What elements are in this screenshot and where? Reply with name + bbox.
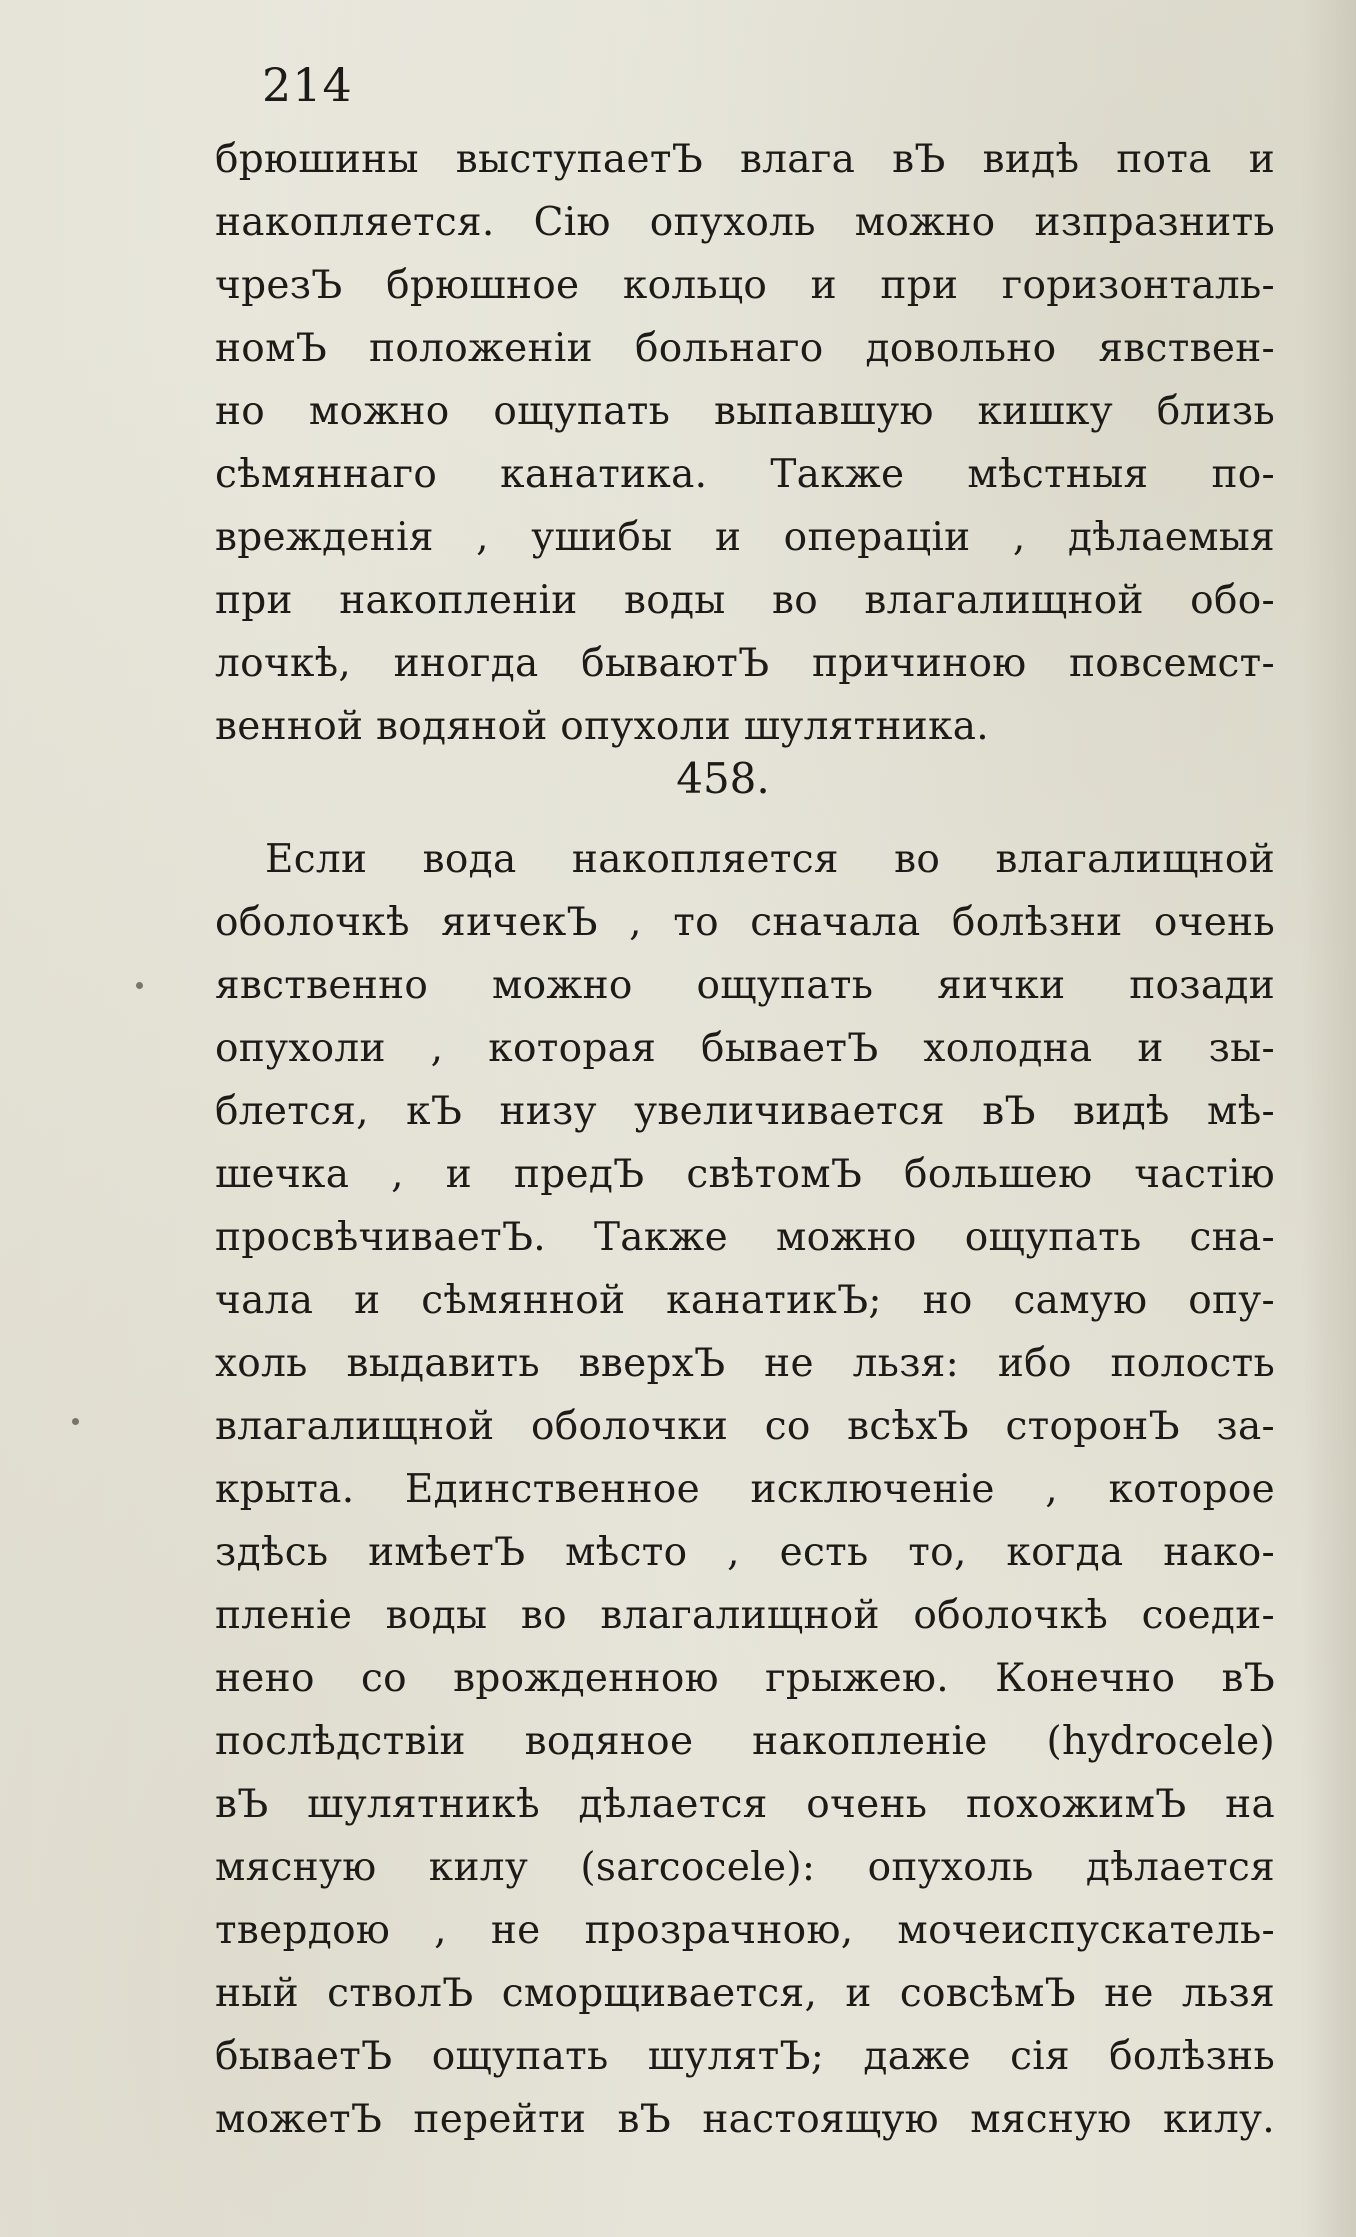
page-number: 214 <box>262 58 353 112</box>
text-line: номЪ положеніи больнаго довольно явствен- <box>215 326 1275 371</box>
text-line: сѣмяннаго канатика. Также мѣстныя по- <box>215 452 1275 497</box>
text-line: нено со врожденною грыжею. Конечно вЪ <box>215 1656 1275 1701</box>
text-line: оболочкѣ яичекЪ , то сначала болѣзни очень <box>215 900 1275 945</box>
text-line: венной водяной опухоли шулятника. <box>215 704 989 749</box>
text-line: ный стволЪ сморщивается, и совсѣмЪ не льзя <box>215 1971 1275 2016</box>
text-line: накопляется. Сію опухоль можно изпразнить <box>215 200 1275 245</box>
text-line: блется, кЪ низу увеличивается вЪ видѣ мѣ- <box>215 1089 1275 1134</box>
text-line: явственно можно ощупать яички позади <box>215 963 1275 1008</box>
text-line: лочкѣ, иногда бываютЪ причиною повсемст- <box>215 641 1275 686</box>
text-line: чала и сѣмянной канатикЪ; но самую опу- <box>215 1278 1275 1323</box>
text-line: вЪ шулятникѣ дѣлается очень похожимЪ на <box>215 1782 1275 1827</box>
text-line: врежденія , ушибы и операціи , дѣлаемыя <box>215 515 1275 560</box>
text-line: просвѣчиваетЪ. Также можно ощупать сна- <box>215 1215 1275 1260</box>
text-line: послѣдствіи водяное накопленіе (hydrocele) <box>215 1719 1275 1764</box>
text-line: крыта. Единственное исключеніе , которое <box>215 1467 1275 1512</box>
text-line: при накопленіи воды во влагалищной обо- <box>215 578 1275 623</box>
text-line: мясную килу (sarcocele): опухоль дѣлается <box>215 1845 1275 1890</box>
text-line: можетЪ перейти вЪ настоящую мясную килу. <box>215 2097 1275 2142</box>
text-line: шечка , и предЪ свѣтомЪ большею частію <box>215 1152 1275 1197</box>
text-line: Если вода накопляется во влагалищной <box>265 837 1275 882</box>
text-line: твердою , не прозрачною, мочеиспускатель- <box>215 1908 1275 1953</box>
section-number: 458. <box>676 754 770 803</box>
text-line: влагалищной оболочки со всѣхЪ сторонЪ за- <box>215 1404 1275 1449</box>
text-line: бываетЪ ощупать шулятЪ; даже сія болѣзнь <box>215 2034 1275 2079</box>
text-line: опухоли , которая бываетЪ холодна и зы- <box>215 1026 1275 1071</box>
ink-speck <box>136 982 143 989</box>
text-line: пленіе воды во влагалищной оболочкѣ соеди- <box>215 1593 1275 1638</box>
text-line: холь выдавить вверхЪ не льзя: ибо полость <box>215 1341 1275 1386</box>
ink-speck <box>72 1418 79 1425</box>
text-line: но можно ощупать выпавшую кишку близь <box>215 389 1275 434</box>
text-line: здѣсь имѣетЪ мѣсто , есть то, когда нако- <box>215 1530 1275 1575</box>
text-line: брюшины выступаетЪ влага вЪ видѣ пота и <box>215 137 1275 182</box>
text-line: чрезЪ брюшное кольцо и при горизонталь- <box>215 263 1275 308</box>
